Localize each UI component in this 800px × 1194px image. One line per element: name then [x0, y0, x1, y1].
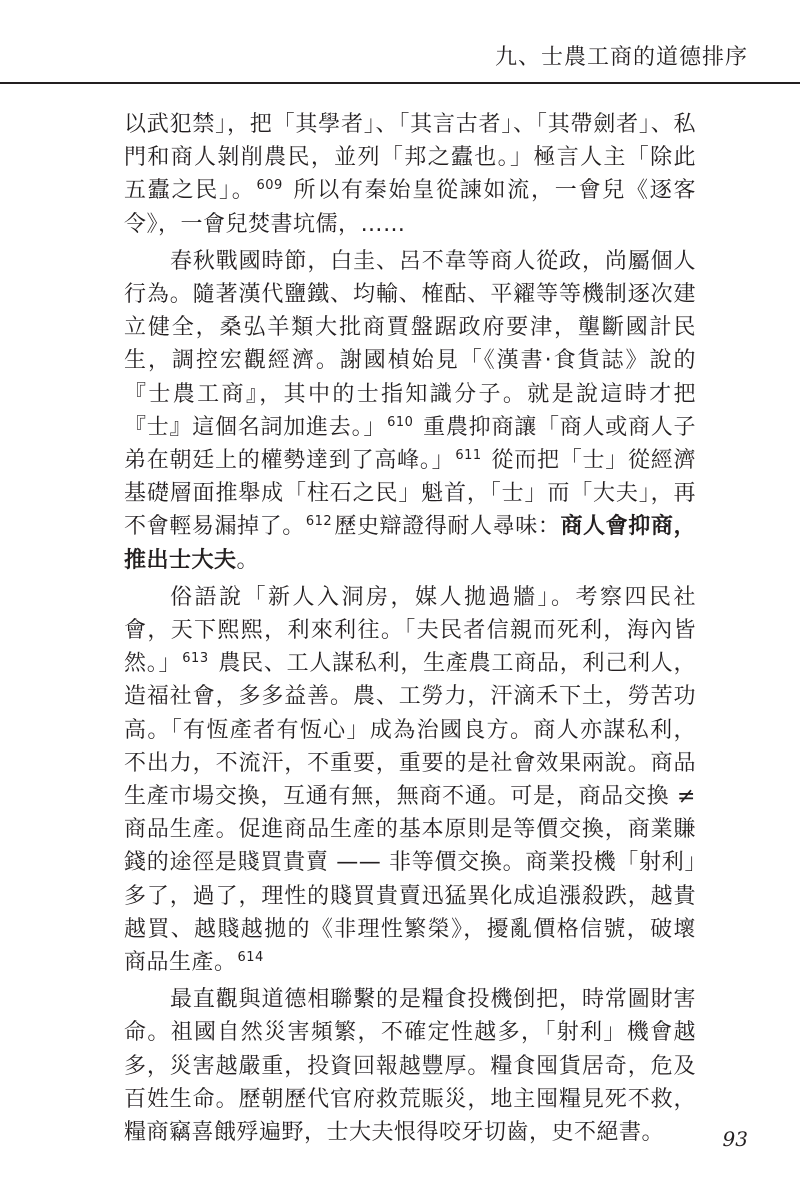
running-header-chapter-title: 九、士農工商的道德排序: [494, 45, 748, 70]
paragraph-2-bold-conclusion: 商人會抑商，推出士大夫: [124, 514, 696, 573]
paragraph-2: [124, 245, 696, 577]
paragraph-2-text-3: 從而把「士」從經濟基礎層面推舉成「柱石之民」魁首，「士」而「大夫」，再不會輕易漏掉了。: [124, 448, 696, 540]
paragraph-1: [124, 108, 696, 241]
footnote-ref-611: 611: [455, 448, 482, 464]
paragraph-2-text-4: 歷史辯證得耐人尋味：: [334, 514, 561, 540]
footnote-ref-614: 614: [237, 950, 264, 966]
paragraph-2-text-5: 。: [236, 547, 260, 573]
paragraph-1-text-1: 以武犯禁」，把「其學者」、「其言古者」、「其帶劍者」、私門和商人剝削農民，並列「邦之蠹也。」極言人主「除此五蠹之民」。: [124, 112, 696, 204]
body-text: [124, 108, 696, 1153]
footnote-ref-609: 609: [256, 178, 283, 194]
paragraph-1-text-2: 所以有秦始皇從諫如流，一會兒《逐客令》，一會兒焚書坑儒，……: [124, 178, 696, 237]
paragraph-3: [124, 581, 696, 979]
footnote-ref-610: 610: [387, 414, 414, 430]
footnote-ref-612: 612: [305, 514, 333, 530]
footnote-ref-613: 613: [182, 651, 209, 667]
paragraph-2-text-2: 重農抑商讓「商人或商人子弟在朝廷上的權勢達到了高峰。」: [124, 414, 696, 474]
paragraph-2-text-1: 春秋戰國時節，白圭、呂不韋等商人從政，尚屬個人行為。隨著漢代鹽鐵、均輸、榷酤、平糴等等機制逐次建立健全，桑弘羊類大批商賈盤踞政府要津，壟斷國計民生，調控宏觀經濟。謝國楨始見「《漢書·食貨誌》說的『士農工商』，其中的士指知識分子。就是說這時才把『士』這個名詞加進去。」: [124, 248, 696, 440]
paragraph-4-text-1: 最直觀與道德相聯繫的是糧食投機倒把，時常圖財害命。祖國自然災害頻繁，不確定性越多，「射利」機會越多，災害越嚴重，投資回報越豐厚。糧食囤貨居奇，危及百姓生命。歷朝歷代官府救荒賑災，地主囤糧見死不救，糧商竊喜餓殍遍野，士大夫恨得咬牙切齒，史不絕書。: [124, 987, 696, 1146]
paragraph-3-text-1: 俗語說「新人入洞房，媒人拋過牆」。考察四民社會，天下熙熙，利來利往。「夫民者信親而死利，海內皆然。」: [124, 584, 696, 677]
paragraph-4: [124, 983, 696, 1149]
paragraph-3-text-2: 農民、工人謀私利，生產農工商品，利己利人，造福社會，多多益善。農、工勞力，汗滴禾下土，勞苦功高。「有恆產者有恆心」成為治國良方。商人亦謀私利，不出力，不流汗，不重要，重要的是社會效果兩說。商品生產市場交換，互通有無，無商不通。可是，商品交換 ≠ 商品生產。促進商品生產的基本原則是等價交換，商業賺錢的途徑是賤買貴賣 —— 非等價交換。商業投機「射利」多了，過了，理性的賤買貴賣迅猛異化成追漲殺跌，越貴越買、越賤越拋的《非理性繁榮》，擾亂價格信號，破壞商品生產。: [124, 651, 696, 976]
page-number: 93: [722, 1127, 748, 1151]
header-rule: [0, 82, 800, 84]
